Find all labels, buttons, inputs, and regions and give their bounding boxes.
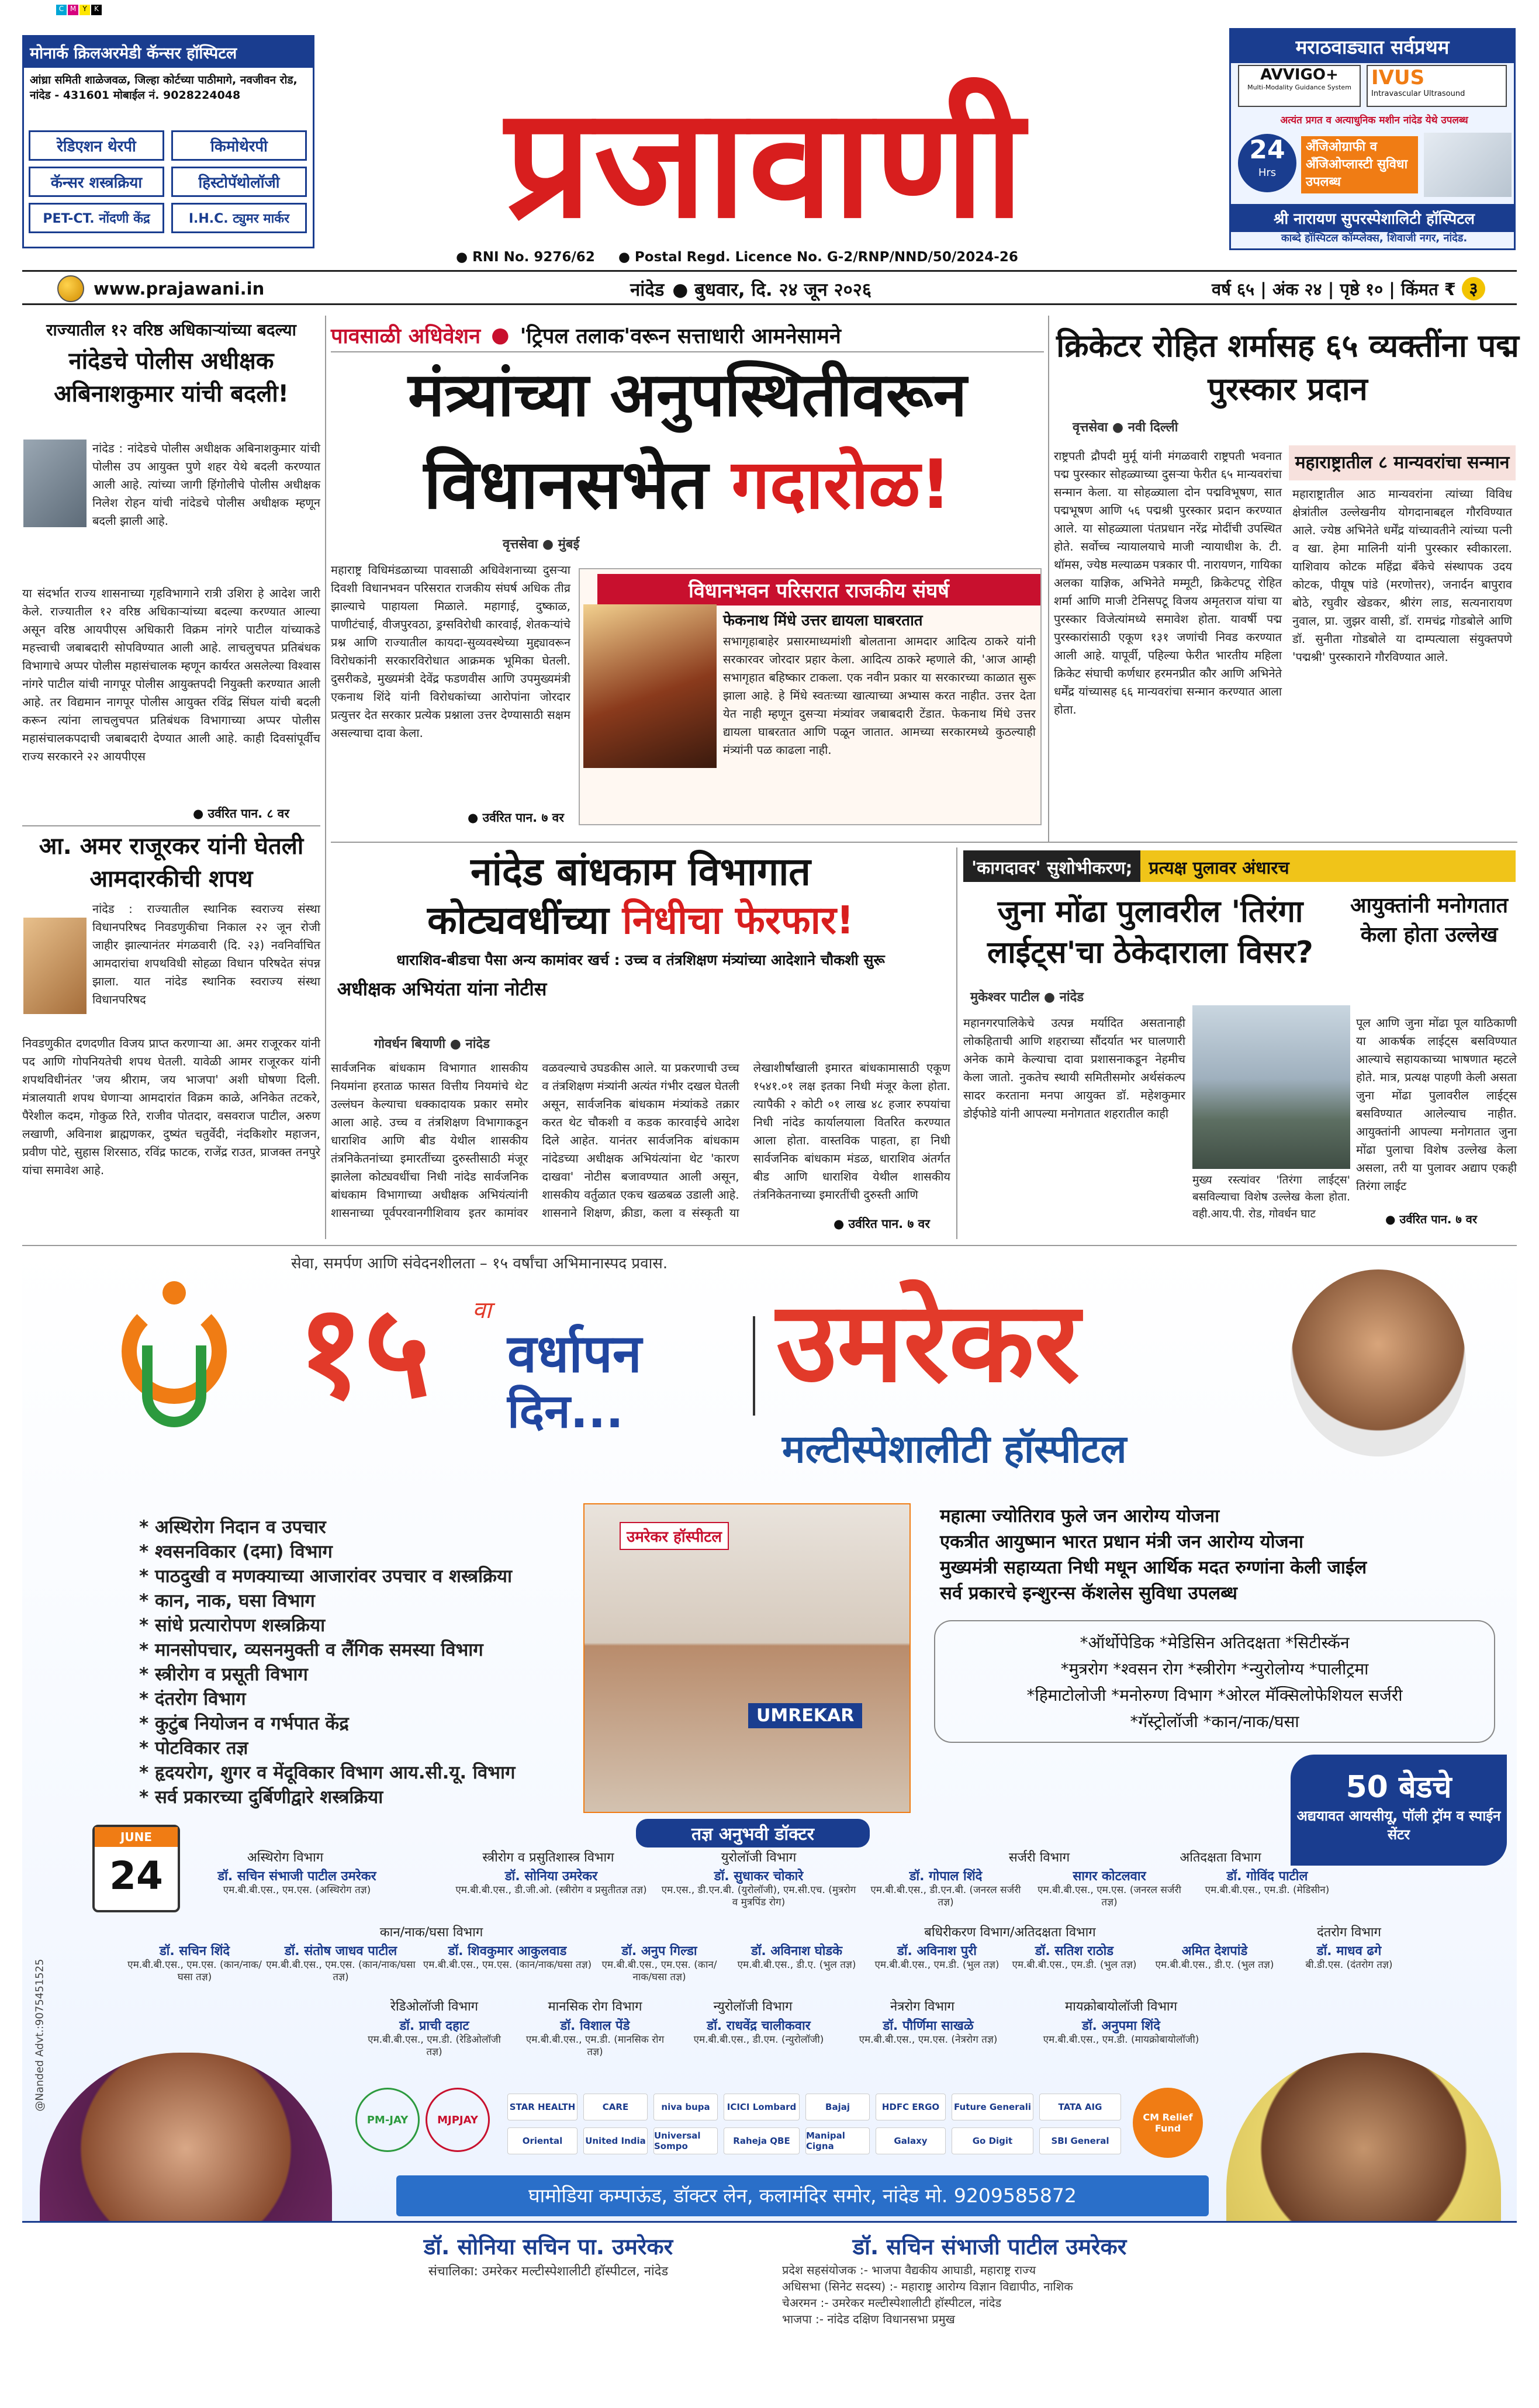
dept-neurology: न्युरोलॉजी विभाग [713,1999,793,2014]
machine-photo [1424,133,1512,197]
right-side-box [1289,445,1516,836]
insurer-logo: SBI General [1039,2127,1121,2154]
insurer-logo: United India [583,2127,648,2154]
doctor-degree: एम.बी.बी.एस., एम.डी. (भुल तज्ञ) [1012,1959,1137,1971]
bridge-headline: जुना मोंढा पुलावरील 'तिरंगा लाईट्स'चा ठेकेदाराला विसर? [987,894,1313,970]
doctor-card [1285,1942,1413,1971]
insurer-logo: Manipal Cigna [805,2127,870,2154]
lead-kicker [331,319,1044,352]
doctor-degree: एम.बी.बी.एस., एम.एस. (कान/नाक/घसा तज्ञ) [266,1959,416,1983]
service-surgery: कॅन्सर शस्त्रक्रिया [29,167,164,197]
service-left-item: * सर्व प्रकारच्या दुर्बिणीद्वारे शस्त्रक्रिया [139,1787,383,1808]
dept-microbiology: मायक्रोबायोलॉजी विभाग [1064,1999,1178,2014]
bridge-side: आयुक्तांनी मनोगतात केला होता उल्लेख [1350,894,1509,947]
service-left-item: * मानसोपचार, व्यसनमुक्ती व लैंगिक समस्या विभाग [139,1639,483,1660]
edition-info [1212,277,1485,300]
doctor-card [864,1867,1028,1909]
doctor-card [1028,2016,1215,2046]
service-ihc: I.H.C. ट्युमर मार्कर [171,203,307,233]
left-kicker-1: राज्यातील १२ वरिष्ठ अधिकाऱ्यांच्या बदल्या [46,320,296,340]
doctor-name: डॉ. गोपाल शिंदे [909,1869,983,1884]
doctor-degree: एम.बी.बी.एस., एम.डी. (रेडिओलॉजी तज्ञ) [368,2034,501,2058]
nanded-headline-2a: कोट्यवधींच्या [427,898,622,943]
nanded-subhead: धाराशिव-बीडचा पैसा अन्य कामांवर खर्च : उच्च व तंत्रशिक्षण मंत्र्यांच्या आदेशाने चौकशी सुरू [396,952,885,968]
dept-psychiatry: मानसिक रोग विभाग [548,1999,642,2014]
calendar-month: JUNE [95,1827,178,1847]
doctor-name: डॉ. सचिन संभाजी पाटील उमरेकर [217,1869,376,1884]
doctor-degree: एम.बी.बी.एस., एम.एस. (कान/नाक/घसा तज्ञ) [127,1959,262,1983]
edition-text: वर्ष ६५ | अंक २४ | पृष्ठे १० | किंमत ₹ [1212,279,1456,299]
hours-sub: Hrs [1258,167,1277,179]
photo-abinash-kumar [23,440,87,527]
anniv-word-1: वर्धापन [507,1323,642,1385]
scheme-logo-pmjay: PM-JAY [355,2088,420,2152]
insurer-logo: Oriental [507,2127,577,2154]
bridge-contd[interactable]: ● उर्वरित पान. ७ वर [1385,1212,1478,1226]
insurer-logo: TATA AIG [1039,2094,1121,2120]
service-left-item: * कुटुंब नियोजन व गर्भपात केंद्र [139,1713,349,1734]
lead-text: महाराष्ट्र विधिमंडळाच्या पावसाळी अधिवेशनाच्या दुसऱ्या दिवशी विधानभवन परिसरात राजकीय संघर्ष अधिक तीव्र झाल्याचे पाहायला मिळाले. महागाई, दुष्काळ, पाणीटंचाई, वीजपुरवठा, ड्रग्सविरोधी कारवाई, शेतकऱ्यांचे प्रश्न आणि राज्यातील कायदा-सुव्यवस्थेच्या मुद्द्यावरून विरोधकांनी सरकारविरोधात आक्रमक भूमिका घेतली. दुसरीकडे, मुख्यमंत्री देवेंद्र फडणवीस आणि उपमुख्यमंत्री एकनाथ शिंदे यांनी विरोधकांच्या आरोपांना जोरदार प्रत्युत्तर देत सरकार प्रत्येक प्रश्नाला उत्तर देण्यासाठी सक्षम असल्याचा दावा केला. [331,563,570,740]
doctor-name: डॉ. गोविंद पाटील [1226,1869,1308,1884]
doctor-degree: एम.बी.बी.एस., एम.एस. (कान/नाक/घसा तज्ञ) [601,1959,717,1983]
postal-licence: ● Postal Regd. Licence No. G-2/RNP/NND/50/2024-26 [618,250,1018,265]
right-side-text: महाराष्ट्रातील आठ मान्यवरांना त्यांच्या विविध क्षेत्रांतील उल्लेखनीय योगदानाबद्दल गौरविण्यात आले. ज्येष्ठ अभिनेते धर्मेंद्र यांच्यावतीने त्यांच्या पत्नी व खा. हेमा मालिनी यांनी पुरस्कार स्वीकारला. याशिवाय कोटक महिंद्रा बँकेचे संस्थापक उदय कोटक, पीयूष पांडे (मरणोत्तर), जनार्दन बापुराव बोठे, रघुवीर खेडकर, श्रीरंग लाड, सत्यनारायण नुवाल, प्रा. जुझर वासी, डॉ. रामचंद्र गोडबोले आणि डॉ. सुनीता गोडबोले या दाम्पत्याला संयुक्तपणे 'पद्मश्री' पुरस्काराने गौरविण्यात आले. [1292,487,1512,664]
dept-dental: दंतरोग विभाग [1317,1925,1381,1940]
doctor-name: डॉ. अनुपमा शिंदे [1082,2019,1160,2033]
nanded-side: अधीक्षक अभियंता यांना नोटीस [337,978,547,1000]
lead-headline-2 [331,444,1044,526]
doctor-card [724,1942,870,1971]
doctor-degree: एम.बी.बी.एस., एम.डी. (मानसिक रोग तज्ञ) [525,2034,665,2058]
left-story-1-a: नांदेड : नांदेडचे पोलीस अधीक्षक अबिनाशकुमार यांची पोलीस उप आयुक्त पुणे शहर येथे बदली करण्यात आली आहे. त्यांच्या जागी हिंगोलीचे पोलीस अधीक्षक निलेश रोहन यांची नांदेडचे पोलीस अधीक्षक म्हणून बदली झाली आहे. [92,441,320,528]
calendar-icon [92,1825,180,1912]
ad-hospital-name: मोनार्क क्रिलअरमेडी कॅन्सर हॉस्पिटल [24,37,313,68]
top-right-ad [1229,28,1516,250]
ad-address: आंध्रा समिती शाळेजवळ, जिल्हा कोर्टच्या पाठीमागे, नवजीवन रोड, नांदेड - 431601 मोबाईल नं. 9028224048 [30,74,298,102]
doctor-name: डॉ. विशाल पेंडे [560,2019,630,2033]
service-histo: हिस्टोपॅथोलॉजी [171,167,307,197]
doctor-degree: एम.बी.बी.एस., डी.एन.बी. (जनरल सर्जरी तज्ञ) [870,1884,1021,1908]
scheme-logo-cm: CM Relief Fund [1133,2088,1203,2158]
service-left-item: * सांधे प्रत्यारोपण शस्त्रक्रिया [139,1615,326,1636]
hospital-name: उमरेकर [776,1278,1080,1407]
price-badge: ३ [1462,277,1485,300]
specialty-line: *मुत्ररोग *श्वसन रोग *स्त्रीरोग *न्युरोलोग्य *पालीट्रमा [1060,1659,1369,1679]
doctor-name: डॉ. अविनाश पुरी [897,1944,977,1959]
cmyk-c: C [56,5,67,15]
doctor-degree: एम.बी.बी.एस., डी.ए. (भुल तज्ञ) [1155,1959,1274,1971]
hospital-subname: मल्टीस्पेशालीटी हॉस्पीटल [782,1427,1127,1472]
lead-kicker-rest: 'ट्रिपल तलाक'वरून सत्ताधारी आमनेसामने [520,324,841,348]
dr-sachin-role: भाजपा :- नांदेड दक्षिण विधानसभा प्रमुख [782,2312,955,2326]
service-left-item: * अस्थिरोग निदान व उपचार [139,1517,326,1538]
ad-tagline: सेवा, समर्पण आणि संवेदनशीलता – १५ वर्षांचा अभिमानास्पद प्रवास. [291,1255,668,1272]
ad-avvigo-sub: Multi-Modality Guidance System [1247,84,1351,91]
photo-fadnavis [583,604,717,768]
lead-contd[interactable]: ● उर्वरित पान. ७ वर [468,811,564,825]
insurer-logo: STAR HEALTH [507,2094,577,2120]
insurer-logo: Raheja QBE [724,2127,800,2154]
nanded-headline-2b: निधीचा फेरफार! [622,898,854,943]
cmyk-marks [56,5,102,15]
insurer-logo: HDFC ERGO [876,2094,946,2120]
left-contd-1[interactable]: ● उर्वरित पान. ८ वर [193,807,289,821]
issue-date: ● बुधवार, दि. २४ जून २०२६ [672,279,871,300]
insurer-logo: Go Digit [952,2127,1033,2154]
row-rule-1 [331,842,1517,843]
anniv-va: वा [472,1297,492,1324]
city-name: नांदेड [630,279,665,300]
hospital-ad [22,1245,1517,2380]
doctor-card [671,2016,846,2046]
doctor-card [852,2016,1004,2046]
lead-kicker-tag: पावसाळी अधिवेशन [331,324,481,348]
scheme-logo-mjpjay: MJPJAY [426,2088,490,2152]
doctors-title: तज्ञ अनुभवी डॉक्टर [636,1819,870,1847]
hospital-logo [75,1281,274,1480]
doctor-name: डॉ. सुधाकर चोकारे [714,1869,804,1884]
dateline [630,277,871,302]
masthead-title: प्रजावाणी [505,75,1026,252]
insurer-logo: CARE [583,2094,648,2120]
doctor-name: सागर कोटलवार [1073,1869,1146,1884]
service-radiation: रेडिएशन थेरपी [29,130,164,161]
bridge-text-2: पूल आणि जुना मोंढा पूल याठिकाणी या आकर्षक लाईट्स बसविण्यात आल्याचे सहायकाच्या भाषणात म्हटले होते. मात्र, प्रत्यक्ष पाहणी केली असता जुना मोंढा पुलावरील लाईट्स बसविण्यात आलेल्याच नाहीत. आयुक्तांनी आपल्या मनोगतात जुना मोंढा पुलाचा विशेष उल्लेख केला असला, तरी या पुलावर अद्याप एकही तिरंगा लाईट [1356,1016,1517,1193]
service-left-item: * दंतरोग विभाग [139,1689,246,1710]
col-rule-3 [956,847,957,1239]
dept-radiology: रेडिओलॉजी विभाग [390,1999,479,2014]
lead-byline: वृत्तसेवा ● मुंबई [503,537,580,552]
scheme-item: मुख्यमंत्री सहाय्यता निधी मधून आर्थिक मदत रुग्णांना केली जाईल [940,1557,1367,1578]
left-story-2-b: निवडणुकीत दणदणीत विजय प्राप्त करणाऱ्या आ. अमर राजूरकर यांनी पद आणि गोपनियतेची शपथ घेतली. यावेळी आमर राजूरकर यांनी शपथविधीनंतर 'जय श्रीराम, जय भाजपा' अशी घोषणा दिली. मंत्रालयाती शपथ घेणाऱ्या आमदारांत विक्रम काळे, अनिकेत तटकरे, पैरेशील कदम, गोकुळ रिते, राजीव पोतदार, वसवराज पाटील, अरुण लखाणी, अविनाश ब्राह्मणकर, दुष्यंत चतुर्वेदी, नंदकिशोर महाजन, प्रवीण पोटे, सुहास शिरसाठ, रविंद्र फाटक, राजेंद्र राउत, प्राजक्त तनपुरे यांचा समावेश आहे. [22,1036,320,1177]
doctor-card [1191,1867,1343,1897]
dept-ortho: अस्थिरोग विभाग [247,1850,324,1865]
lead-kicker-bullet: ● [491,323,510,347]
insurer-logo: Bajaj [805,2094,870,2120]
bridge-byline: मुकेश्वर पाटील ● नांदेड [970,990,1084,1005]
col-rule-1 [325,316,326,1239]
specialty-line: *ऑर्थोपेडिक *मेडिसिन अतिदक्षता *सिटीस्कॅन [1080,1633,1350,1652]
ad-line: अत्यंत प्रगत व अत्याधुनिक मशीन नांदेड येथे उपलब्ध [1280,115,1468,126]
insurer-logo: Universal Sompo [653,2127,718,2154]
doctor-name: डॉ. प्राची दहाट [399,2019,469,2033]
col-rule-2 [1048,316,1049,842]
doctor-degree: एम.बी.बी.एस., डी.एम. (न्युरोलॉजी) [693,2034,824,2046]
service-left-item: * स्त्रीरोग व प्रसूती विभाग [139,1664,308,1685]
service-chemo: किमोथेरपी [171,130,307,161]
lead-box-text: सभागृहाबाहेर प्रसारमाध्यमांशी बोलताना आमदार आदित्य ठाकरे यांनी सरकारवर जोरदार प्रहार केला. आदित्य ठाकरे म्हणाले की, 'आज आम्ही सभागृहात बहिष्कार टाकला. एक नवीन प्रकार या सरकारच्या काळात सुरू झाला आहे. हे मिंधे स्वतःच्या खात्याच्या अभ्यास करत नाहीत. उत्तर देता येत नाही म्हणून दुसऱ्या मंत्र्यांवर जबाबदारी टेंडात. फेकनाथ मिंधे उत्तर द्यायला घाबरतात आणि पळून जातात. आमच्या सरकारमध्ये कुठल्याही मंत्र्यांनी पळ काढला नाही. [723,634,1036,757]
dr-sachin-name: डॉ. सचिन संभाजी पाटील उमरेकर [852,2234,1127,2260]
building-sign-2: UMREKAR [748,1703,862,1728]
cmyk-k: K [91,5,102,15]
ad-ivus: IVUS [1371,66,1425,89]
doctor-degree: एम.बी.बी.एस., एम.डी. (भुल तज्ञ) [874,1959,1000,1971]
lead-headline-2a: विधानसभेत [423,445,732,524]
dr-sonia-role: संचालिका: उमरेकर मल्टीस्पेशालीटी हॉस्पीटल, नांदेड [428,2264,669,2279]
doctor-degree: एम.बी.बी.एस., एम.एस. (जनरल सर्जरी तज्ञ) [1037,1884,1181,1908]
doctor-card [870,1942,1004,1971]
service-left-item: * पाठदुखी व मणक्याच्या आजारांवर उपचार व शस्त्रक्रिया [139,1566,512,1587]
photo-bridge [1192,1005,1350,1169]
lead-headline-1: मंत्र्यांच्या अनुपस्थितीवरून [407,359,967,430]
service-left-item: * श्वसनविकार (दमा) विभाग [139,1541,333,1562]
right-headline: क्रिकेटर रोहित शर्मासह ६५ व्यक्तींना पद्म पुरस्कार प्रदान [1056,327,1519,407]
doctor-card [595,1942,724,1984]
rni-line [456,250,1018,265]
doctor-card [262,1942,420,1984]
specialties-box [934,1620,1495,1743]
doctor-card [186,1867,408,1897]
left-headline-1: नांदेडचे पोलीस अधीक्षक अबिनाशकुमार यांची बदली! [54,348,289,407]
lead-box-title: विधानभवन परिसरात राजकीय संघर्ष [597,574,1040,606]
doctor-card [420,1942,595,1971]
dr-sonia-name: डॉ. सोनिया सचिन पा. उमरेकर [423,2234,673,2260]
nanded-headline-2 [331,897,950,944]
left-story-2-a: नांदेड : राज्यातील स्थानिक स्वराज्य संस्था विधानपरिषद निवडणुकीचा निकाल २२ जून रोजी जाहीर झाल्यानंतर मंगळवारी (दि. २३) नवनिर्वाचित आमदारांचा शपथविधी सोहळा विधान परिषदेत संपन्न झाला. यात नांदेड स्थानिक स्वराज्य संस्था विधानपरिषद [92,902,320,1006]
dr-sachin-role: अधिसभा (सिनेट सदस्य) :- महाराष्ट्र आरोग्य विज्ञान विद्यापीठ, नाशिक [782,2279,1073,2293]
right-side-head: महाराष्ट्रातील ८ मान्यवरांचा सन्मान [1289,445,1516,480]
service-left-item: * कान, नाक, घसा विभाग [139,1590,315,1611]
doctor-card [361,2016,507,2058]
globe-icon [57,275,84,302]
anniv-number: १५ [297,1276,431,1426]
scheme-item: एकत्रीत आयुष्मान भारत प्रधान मंत्री जन आरोग्य योजना [940,1531,1303,1552]
doctor-degree: एम.बी.बी.एस., डी.ए. (भुल तज्ञ) [737,1959,856,1971]
specialty-line: *गॅस्ट्रोलॉजी *कान/नाक/घसा [1130,1712,1299,1731]
photo-founder [1291,1269,1466,1456]
left-divider [22,825,320,826]
ad-ivus-sub: Intravascular Ultrasound [1371,89,1465,98]
beds-badge [1291,1755,1507,1866]
ad-hospital: श्री नारायण सुपरस्पेशालिटी हॉस्पिटल [1231,204,1516,232]
service-left-item: * पोटविकार तज्ञ [139,1738,248,1759]
doctor-card [455,1867,648,1897]
top-left-ad [22,35,314,248]
nanded-byline: गोवर्धन बियाणी ● नांदेड [374,1037,490,1051]
ad-headline: मराठवाड्यात सर्वप्रथम [1231,30,1514,63]
ad-code: @Nanded Advt.:9075451525 [33,1959,46,2112]
doctor-degree: एम.बी.बी.एस., डी.जी.ओ. (स्त्रीरोग व प्रसुतीतज्ञ तज्ञ) [455,1884,647,1896]
insurer-logo: niva bupa [653,2094,718,2120]
masthead-strip [22,270,1517,305]
doctor-card [659,1867,858,1909]
website-link[interactable]: www.prajawani.in [94,279,265,299]
doctor-degree: एम.बी.बी.एस., एम.एस. (अस्थिरोग तज्ञ) [223,1884,371,1896]
doctor-card [1033,1867,1185,1909]
doctor-degree: एम.बी.बी.एस., एम.एस. (नेत्ररोग तज्ञ) [859,2034,998,2046]
doctor-name: डॉ. सोनिया उमरेकर [504,1869,598,1884]
ad-service: अँजिओग्राफी व अँजिओप्लास्टी सुविधा उपलब्ध [1301,136,1418,193]
nanded-headline-1: नांदेड बांधकाम विभागात [471,849,811,894]
doctor-card [1150,1942,1279,1971]
dr-sachin-role: प्रदेश सहसंयोजक :- भाजपा वैद्यकीय आघाडी, महाराष्ट्र राज्य [782,2263,1036,2277]
doctor-name: डॉ. पौर्णिमा साखळे [883,2019,974,2033]
dept-uro: युरोलॉजी विभाग [721,1850,797,1865]
service-petct: PET-CT. नोंदणी केंद्र [29,203,164,233]
dept-surgery: सर्जरी विभाग [1008,1850,1070,1865]
doctor-name: डॉ. शिवकुमार आकुलवाड [448,1944,567,1959]
hours-badge [1238,134,1296,192]
anniv-word-2: दिन... [507,1384,624,1438]
doctor-name: डॉ. माधव ढगे [1316,1944,1382,1959]
insurer-logo: ICICI Lombard [724,2094,800,2120]
lead-headline-2b: गदारोळ! [731,445,952,524]
insurer-logo: Future Generali [952,2094,1033,2120]
building-photo [583,1503,911,1813]
doctor-degree: बी.डी.एस. (दंतरोग तज्ञ) [1305,1959,1393,1971]
cmyk-m: M [68,5,78,15]
left-headline-2: आ. अमर राजूरकर यांनी घेतली आमदारकीची शपथ [39,833,304,892]
cmyk-y: Y [79,5,90,15]
dept-ent: कान/नाक/घसा विभाग [379,1925,483,1940]
rni-no: ● RNI No. 9276/62 [456,250,595,265]
doctor-degree: एम.बी.बी.एस., एम.डी. (मेडिसीन) [1205,1884,1330,1896]
dr-sachin-role: चेअरमन :- उमरेकर मल्टीस्पेशालीटी हॉस्पीटल, नांदेड [782,2296,1002,2310]
dept-gyn: स्त्रीरोग व प्रसुतिशास्त्र विभाग [482,1850,614,1865]
ad-address-bar: घामोडिया कम्पाऊंड, डॉक्टर लेन, कलामंदिर समोर, नांदेड मो. 9209585872 [396,2175,1209,2216]
doctor-name: अमित देशपांडे [1181,1944,1248,1959]
beds-sub: अद्ययावत आयसीयू, पॉली ट्रॉम व स्पाईन सेंटर [1296,1808,1501,1843]
specialty-line: *हिमाटोलोजी *मनोरुग्ण विभाग *ओरल मॅक्सिलोफेशियल सर्जरी [1026,1686,1403,1705]
doctor-card [127,1942,262,1984]
hours-num: 24 [1249,135,1285,165]
doctor-name: डॉ. सतिश राठोड [1035,1944,1114,1959]
nanded-contd[interactable]: ● उर्वरित पान. ७ वर [830,1216,930,1232]
dept-icu: अतिदक्षता विभाग [1180,1850,1261,1865]
beds-title: 50 बेडचे [1346,1770,1452,1805]
ad-hospital-address: काब्दे हॉस्पिटल कॉम्प्लेक्स, शिवाजी नगर, नांदेड. [1281,232,1468,244]
right-text: राष्ट्रपती द्रौपदी मुर्मू यांनी मंगळवारी राष्ट्रपती भवनात पद्म पुरस्कार सोहळ्याच्या दुसऱ्या फेरीत ६५ मान्यवरांचा सन्मान केला. या सोहळ्याला दोन पद्मविभूषण, सात पद्मभूषण आणि ५६ पद्मश्री पुरस्कार प्रदान करण्यात आले. या सोहळ्याला पंतप्रधान नरेंद्र मोदींची उपस्थित होते. सर्वोच्च न्यायालयाचे माजी न्यायाधीश के. टी. थॉमस, ज्येष्ठ मल्याळम पत्रकार पी. नारायणन, गायिका अलका याज्ञिक, अभिनेते मम्मूटी, क्रिकेटपटू रोहित शर्मा आणि माजी टेनिसपटू विजय अमृतराज यांचा या पुरस्कार विजेत्यांमध्ये समावेश होता. यावर्षी पद्म पुरस्कारांसाठी एकूण १३१ जणांची निवड करण्यात आली आहे. यापूर्वी, पहिल्या फेरीत भारतीय महिला क्रिकेट संघाची कर्णधार हरमनप्रीत कौर आणि अभिनेते धर्मेंद्र यांच्यासह ६६ मान्यवरांचा सन्मान करण्यात आला होता. [1054,449,1282,717]
doctor-degree: एम.बी.बी.एस., एम.एस. (कान/नाक/घसा तज्ञ) [423,1959,592,1971]
doctor-name: डॉ. सचिन शिंदे [159,1944,230,1959]
insurer-logo: Galaxy [876,2127,946,2154]
bridge-kicker [963,850,1516,882]
services-right [940,1503,1501,1606]
doctor-name: डॉ. राधवेंद्र चालीकवार [707,2019,811,2033]
lead-box [579,568,1042,825]
bridge-kicker-b: प्रत्यक्ष पुलावर अंधारच [1140,850,1516,882]
doctor-card [525,2016,665,2058]
ad-avvigo: AVVIGO+ [1260,66,1339,84]
scheme-item: महात्मा ज्योतिराव फुले जन आरोग्य योजना [940,1506,1220,1527]
doctor-name: डॉ. अनुप गिल्डा [621,1944,697,1959]
nanded-text: सार्वजनिक बांधकाम विभागात शासकीय नियमांना हरताळ फासत वित्तीय नियमांचे थेट उल्लंघन केल्याचा धक्कादायक प्रकार समोर आला आहे. उच्च व तंत्रशिक्षण विभागाकडून धाराशिव आणि बीड येथील शासकीय तंत्रनिकेतनांच्या इमारतींच्या दुरुस्तीसाठी मंजूर झालेला कोट्यवधींचा निधी नांदेड सार्वजनिक बांधकाम विभागाच्या अधीक्षक अभियंत्यांनी शासनाच्या पूर्वपरवानगीशिवाय इतर कामांवर वळवल्याचे उघडकीस आले. या प्रकरणाची उच्च व तंत्रशिक्षण मंत्र्यांनी अत्यंत गंभीर दखल घेतली असून, सार्वजनिक बांधकाम मंत्र्यांकडे तक्रार करत थेट चौकशी व कडक कारवाईचे आदेश दिले आहेत. यानंतर सार्वजनिक बांधकाम नांदेडच्या अधीक्षक अभियंत्यांना थेट 'कारण दाखवा' नोटीस बजावण्यात आली असून, शासकीय वर्तुळात एकच खळबळ उडाली आहे. शासनाने शिक्षण, क्रीडा, कला व संस्कृती या लेखाशीर्षांखाली इमारत बांधकामासाठी एकूण १५४१.०१ लक्ष इतका निधी मंजूर केला होता. त्यापैकी २ कोटी ०१ लाख ४८ हजार रुपयांचा निधी नांदेड कार्यालयाला वितरित करण्यात आला होता. वास्तविक पाहता, हा निधी सार्वजनिक बांधकाम मंडळ, धाराशिव अंतर्गत बीड आणि धाराशिव येथील शासकीय तंत्रनिकेतनाच्या इमारतींची दुरुस्ती आणि [331,1061,950,1220]
dr-sachin-roles [782,2262,1226,2327]
doctor-degree: एम.एस., डी.एन.बी. (युरोलॉजी), एम.सी.एच. (मुत्ररोग व मुत्रपिंड रोग) [661,1884,856,1908]
calendar-day: 24 [109,1853,163,1898]
bridge-caption: मुख्य रस्त्यांवर 'तिरंगा लाईट्स' बसविल्याचा विशेष उल्लेख केला होता. वही.आय.पी. रोड, गोवर्धन घाट [1192,1174,1350,1220]
left-story-1-b: या संदर्भात राज्य शासनाच्या गृहविभागाने रात्री उशिरा हे आदेश जारी केले. राज्यातील १२ वरिष्ठ अधिकाऱ्यांच्या बदल्या करण्यात आल्या असून वरिष्ठ आयपीएस अधिकारी विक्रम नांगरे पाटील यांच्याकडे महत्त्वाची जबाबदारी सोपविण्यात आली आहे. लाचलुचपत प्रतिबंधक विभागाचे अप्पर पोलीस महासंचालक म्हणून कार्यरत असलेल्या विश्वास नांगरे पाटील यांची नागपूर पोलीस आयुक्तपदी नियुक्ती करण्यात आली आहे. तर विद्यमान नागपूर पोलीस आयुक्त रविंद्र सिंघल यांची बदली करून त्यांना लाचलुचपत प्रतिबंधक विभागाच्या अप्पर पोलीस महासंचालकपदाची जबाबदारी देण्यात आली आहे. काही दिवसांपूर्वीच राज्य सरकारने २२ आयपीएस [22,586,320,763]
doctor-degree: एम.बी.बी.एस., एम.डी. (मायक्रोबायोलॉजी) [1043,2034,1199,2046]
bridge-kicker-a: 'कागदावर' सुशोभीकरण; [963,850,1140,882]
bridge-text-1: महानगरपालिकेचे उत्पन्न मर्यादित असतानाही लोकहिताची आणि शहराच्या सौंदर्यात भर घालणारी अनेक कामे केल्याचा दावा प्रशासनाकडून नेहमीच केला जातो. नुकतेच स्थायी समितीसमोर अर्थसंकल्प सादर करताना मनपा आयुक्त डॉ. महेशकुमार डोईफोडे यांनी आपल्या मनोगतात शहरातील काही [963,1016,1185,1120]
building-sign: उमरेकर हॉस्पीटल [620,1522,729,1550]
right-byline: वृत्तसेवा ● नवी दिल्ली [1073,420,1178,435]
scheme-item: सर्व प्रकारचे इन्शुरन्स कॅशलेस सुविधा उपलब्ध [940,1583,1237,1604]
doctor-name: डॉ. अविनाश घोडके [751,1944,843,1959]
doctor-name: डॉ. संतोष जाधव पाटील [284,1944,397,1959]
dept-anaesthesia: बधिरीकरण विभाग/अतिदक्षता विभाग [924,1925,1096,1940]
service-left-item: * हृदयरोग, शुगर व मेंदूविकार विभाग आय.सी.यू. विभाग [139,1762,516,1783]
ad-divider-ornament [753,1316,755,1416]
lead-box-sub: फेकनाथ मिंधे उत्तर द्यायला घाबरतात [723,612,923,629]
dept-ophthalmology: नेत्ररोग विभाग [890,1999,954,2014]
doctor-card [1004,1942,1144,1971]
